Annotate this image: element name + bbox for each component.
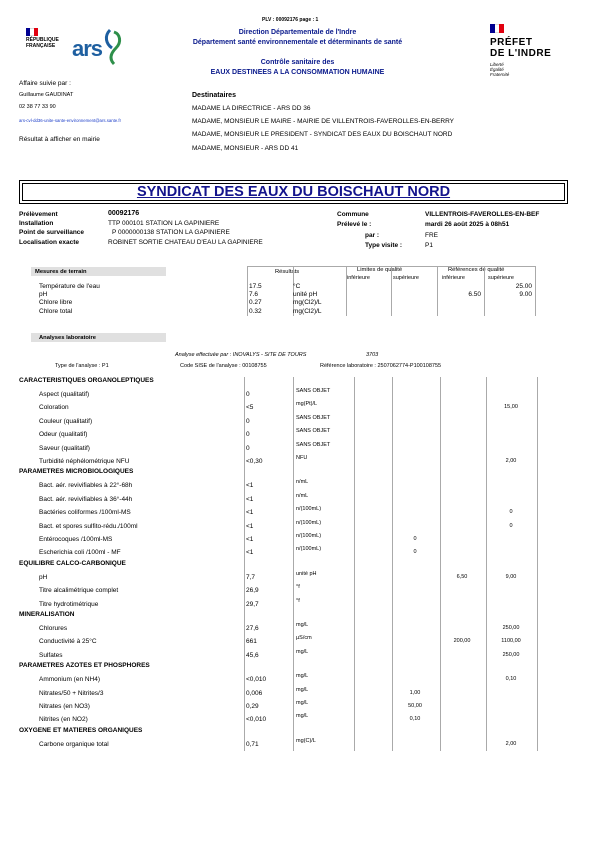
grid-line [392,377,393,751]
point-surveillance-value: P 0000000138 STATION LA GAPINIERE [112,229,230,236]
lab-param-name: Coloration [39,404,69,412]
lab-unit: n/(100mL) [296,506,322,513]
grid-line [486,377,487,751]
terrain-unit: °C [293,283,301,290]
type-visite-value: P1 [425,242,433,249]
affaire-name: Guillaume GAUDINAT [19,92,74,98]
col-resultats: Résultats [275,269,300,275]
terrain-ref-inf: 6.50 [468,291,481,299]
grid-line [346,266,347,316]
terrain-section-title: Mesures de terrain [35,268,87,275]
terrain-ref-sup: 9.00 [519,291,532,299]
motto-text: Liberté Égalité Fraternité [490,62,510,77]
reference-labo: Référence laboratoire : 2507062774-P100108755 [320,363,442,369]
prelevement-value: 00092176 [108,210,140,217]
lab-param-name: Bactéries coliformes /100ml-MS [39,509,131,517]
prefet-text: PRÉFET [490,37,533,48]
affaire-label: Affaire suivie par : [19,80,71,87]
lab-param-name: Titre alcalimétrique complet [39,587,119,595]
title-box [19,180,568,204]
terrain-result-value: 17.5 [249,283,262,290]
lab-lim-sup: 0,10 [409,716,421,723]
controle-line2: EAUX DESTINEES A LA CONSOMMATION HUMAINE [210,69,385,76]
terrain-unit: mg(Cl2)/L [293,299,322,307]
destinataire-line: MADAME LA DIRECTRICE - ARS DD 36 [192,105,311,112]
indre-text: DE L'INDRE [490,48,552,59]
group-title: EQUILIBRE CALCO-CARBONIQUE [19,559,126,567]
lab-result-value: 0,29 [246,703,259,710]
lab-unit: n/(100mL) [296,519,322,526]
direction-line2: Département santé environnementale et déterminants de santé [192,39,403,46]
lab-result-value: <0,010 [246,716,267,724]
lab-param-name: Bact. et spores sulfito-rédu./100ml [39,522,138,530]
lab-param-name: pH [39,573,48,581]
commune-value: VILLENTROIS-FAVEROLLES-EN-BEF [425,211,540,218]
lab-param-name: Bact. aér. revivifiables à 22°-68h [39,482,133,490]
lab-result-value: 29,7 [246,600,259,608]
plv-reference: PLV : 00092176 page : 1 [262,17,319,23]
destinataire-line: MADAME, MONSIEUR LE PRESIDENT - SYNDICAT DES EAUX DU BOISCHAUT NORD [192,131,453,138]
lab-ref-sup: 1100,00 [501,638,521,645]
lab-result-value: 0,71 [246,740,259,748]
lab-result-value: <0,010 [246,676,267,684]
localisation-value: ROBINET SORTIE CHATEAU D'EAU LA GAPINIERE [108,239,263,246]
grid-line [354,377,355,751]
grid-line [537,377,538,751]
par-label: par : [365,232,380,239]
lab-lim-sup: 50,00 [408,703,422,709]
lab-param-name: Escherichia coli /100ml - MF [39,549,121,557]
lab-param-name: Aspect (qualitatif) [39,391,90,398]
controle-line1: Contrôle sanitaire des [260,59,335,66]
lab-result-value: <1 [246,536,254,543]
grid-line [391,266,392,316]
lab-ref-sup: 250,00 [502,625,520,631]
prefet-indre-logo [488,24,568,82]
lab-param-name: Nitrates/50 + Nitrites/3 [39,689,104,697]
lab-result-value: 0 [246,431,250,439]
terrain-ref-sup: 25.00 [515,283,532,290]
type-analyse: Type de l'analyse : P1 [55,363,109,369]
lab-param-name: Sulfates [39,651,63,659]
lab-param-name: Turbidité néphélométrique NFU [39,458,130,465]
lab-lim-sup: 0 [413,549,417,556]
lab-result-value: <5 [246,404,254,412]
lab-unit: mg(Pt)/L [296,401,318,408]
terrain-param-name: Température de l'eau [39,283,100,290]
lab-result-value: <1 [246,509,254,517]
lab-ref-sup: 2,00 [505,740,517,747]
ars-logo-text: ars [72,36,103,61]
direction-line1: Direction Départementale de l'Indre [238,29,357,36]
terrain-section-bar [31,267,166,276]
lab-unit: mg/L [296,686,309,693]
group-title: PARAMETRES AZOTES ET PHOSPHORES [19,662,150,670]
col-references: Références de qualité [448,267,505,273]
lab-result-value: 0 [246,444,250,452]
terrain-param-name: pH [39,291,48,299]
lab-unit: n/mL [296,492,309,499]
lab-ref-sup: 250,00 [502,651,520,658]
lab-unit: n/mL [296,479,309,486]
terrain-result-value: 0.32 [249,307,262,315]
terrain-result-value: 0.27 [249,299,262,307]
col-ref-inf: inférieure [442,275,465,281]
terrain-unit: mg(Cl2)/L [293,307,322,315]
lab-unit: SANS OBJET [296,428,331,435]
lab-result-value: 0 [246,417,250,425]
preleve-label: Prélevé le : [337,221,372,228]
lab-ref-sup: 0,10 [505,676,517,683]
lab-param-name: Couleur (qualitatif) [39,417,93,425]
lab-unit: unité pH [296,570,317,577]
labo-effectuee: Analyse effectuée par : INOVALYS - SITE DE TOURS [175,352,307,358]
labo-section-bar [31,333,166,342]
group-title: OXYGENE ET MATIERES ORGANIQUES [19,726,143,734]
prelevement-label: Prélèvement [19,211,58,218]
lab-ref-sup: 0 [509,509,513,516]
col-lim-inf: inférieure [347,275,370,281]
col-limites: Limites de qualité [357,267,403,273]
lab-unit: °f [296,584,300,591]
lab-result-value: 45,6 [246,651,259,659]
lab-param-name: Carbone organique total [39,740,109,748]
lab-ref-sup: 9,00 [505,573,517,580]
terrain-result-value: 7.6 [249,291,259,299]
lab-unit: µS/cm [296,635,312,642]
lab-ref-sup: 2,00 [505,458,517,464]
lab-result-value: 7,7 [246,573,256,581]
grid-line [535,266,536,316]
lab-lim-sup: 1,00 [409,689,421,696]
lab-unit: mg/L [296,673,309,680]
lab-result-value: 0,006 [246,689,263,697]
lab-ref-inf: 200,00 [453,638,471,645]
lab-result-value: 26,9 [246,587,259,595]
par-value: FRE [425,232,438,239]
terrain-param-name: Chlore total [39,307,73,315]
lab-result-value: 27,6 [246,625,259,632]
lab-param-name: Saveur (qualitatif) [39,444,90,452]
lab-unit: n/(100mL) [296,533,322,539]
flag-icon [490,24,504,33]
lab-unit: mg/L [296,700,309,706]
group-title: MINERALISATION [19,611,75,618]
lab-param-name: Conductivité à 25°C [39,638,97,646]
lab-unit: SANS OBJET [296,441,331,448]
lab-result-value: <1 [246,495,254,503]
group-title: CARACTERISTIQUES ORGANOLEPTIQUES [19,377,154,384]
lab-param-name: Titre hydrotimétrique [39,600,99,608]
affaire-phone: 02 38 77 33 90 [19,104,56,110]
grid-line [293,377,294,751]
lab-param-name: Nitrates (en NO3) [39,703,90,710]
lab-param-name: Nitrites (en NO2) [39,716,88,724]
destinataires-title: Destinataires [192,92,236,99]
affaire-notice: Résultat à afficher en mairie [19,136,100,143]
grid-line [244,377,245,751]
lab-result-value: 0 [246,391,250,398]
labo-code: 3703 [366,352,379,358]
lab-unit: mg/L [296,622,309,628]
lab-result-value: <0,30 [246,458,263,465]
republique-francaise-text: RÉPUBLIQUE FRANÇAISE [26,37,59,49]
group-title: PARAMETRES MICROBIOLOGIQUES [19,468,134,476]
lab-unit: °f [296,597,300,604]
installation-label: Installation [19,220,54,227]
lab-unit: mg/L [296,648,309,655]
lab-ref-inf: 6,50 [456,573,468,580]
lab-param-name: Entérocoques /100ml-MS [39,536,113,543]
lab-result-value: <1 [246,522,254,530]
commune-label: Commune [337,211,369,218]
code-sise: Code SISE de l'analyse : 00108755 [180,363,267,369]
lab-unit: mg/L [296,713,309,720]
lab-param-name: Chlorures [39,625,68,632]
affaire-email-link[interactable]: ars-cvl-dd36-unite-sante-environnement@ars.sante.fr [19,118,122,123]
destinataire-line: MADAME, MONSIEUR - ARS DD 41 [192,145,299,152]
lab-ref-sup: 15,00 [504,404,518,411]
destinataire-line: MADAME, MONSIEUR LE MAIRE - MAIRIE DE VILLENTROIS-FAVEROLLES-EN-BERRY [192,118,454,125]
localisation-label: Localisation exacte [19,239,79,246]
lab-result-value: 661 [246,638,257,646]
col-lim-sup: supérieure [393,275,419,281]
lab-unit: NFU [296,455,308,461]
lab-unit: SANS OBJET [296,388,331,394]
labo-section-title: Analyses laboratoire [39,334,97,341]
point-surveillance-label: Point de surveillance [19,229,85,236]
installation-value: TTP 000101 STATION LA GAPINIERE [108,220,220,227]
lab-ref-sup: 0 [509,522,513,529]
page-title: SYNDICAT DES EAUX DU BOISCHAUT NORD [136,184,451,200]
preleve-value: mardi 26 août 2025 à 08h51 [425,221,510,228]
lab-param-name: Bact. aér. revivifiables à 36°-44h [39,495,133,503]
grid-line [247,266,535,267]
terrain-param-name: Chlore libre [39,299,73,307]
lab-result-value: <1 [246,482,254,490]
terrain-unit: unité pH [293,291,318,299]
grid-line [440,377,441,751]
lab-result-value: <1 [246,549,254,557]
lab-unit: mg(C)/L [296,737,316,744]
lab-lim-sup: 0 [413,536,417,542]
lab-unit: n/(100mL) [296,546,322,553]
grid-line [247,266,248,316]
col-ref-sup: supérieure [488,275,514,281]
lab-param-name: Ammonium (en NH4) [39,676,101,684]
lab-unit: SANS OBJET [296,414,331,421]
lab-param-name: Odeur (qualitatif) [39,431,88,439]
type-visite-label: Type visite : [365,242,403,249]
